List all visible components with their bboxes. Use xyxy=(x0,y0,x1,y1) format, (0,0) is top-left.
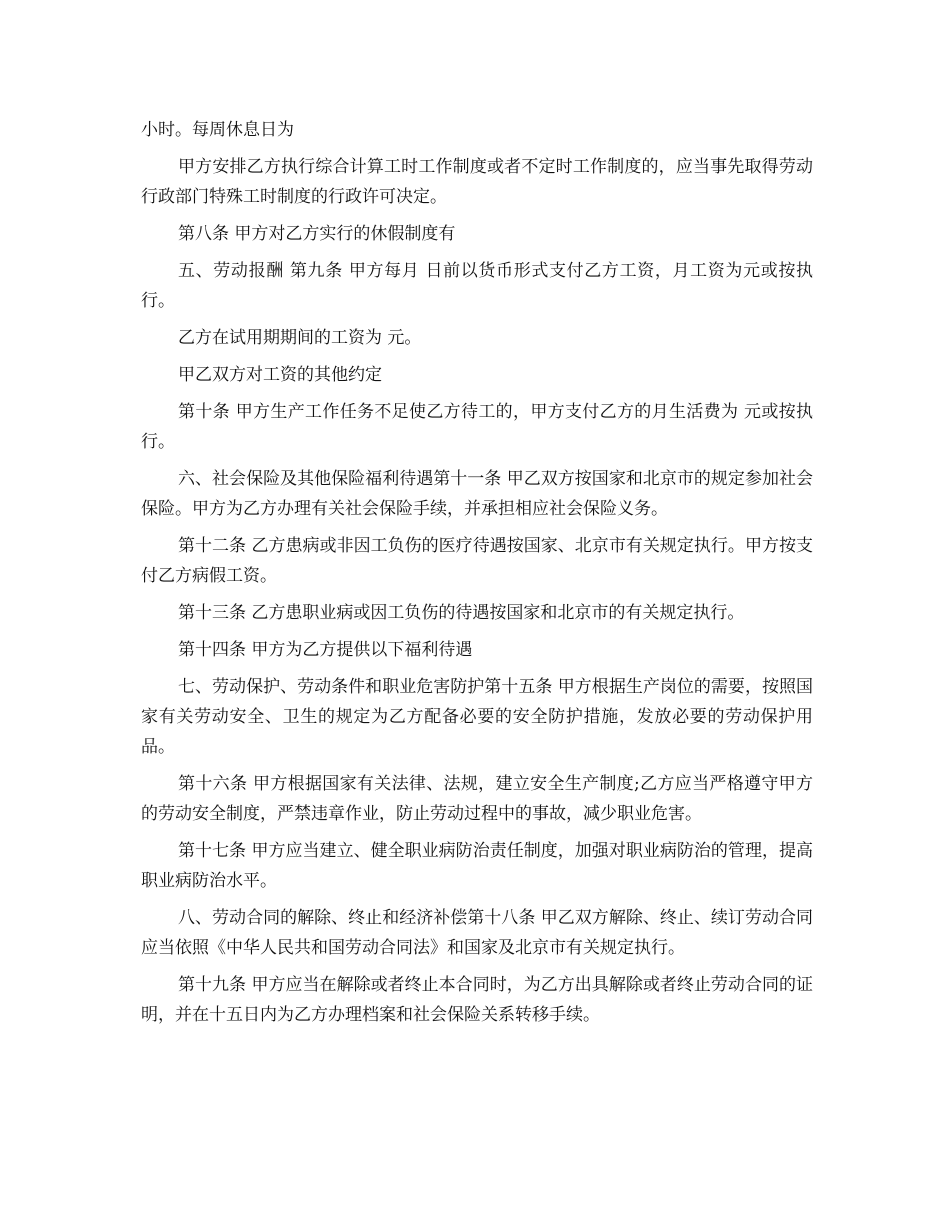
paragraph-article-8: 第八条 甲方对乙方实行的休假制度有 xyxy=(178,224,456,244)
paragraph-article-17: 第十七条 甲方应当建立、健全职业病防治责任制度，加强对职业病防治的管理，提高职业病防治水平。 xyxy=(141,841,813,891)
paragraph-other-wage-terms: 甲乙双方对工资的其他约定 xyxy=(178,365,382,385)
paragraph-flexible-hours: 甲方安排乙方执行综合计算工时工作制度或者不定时工作制度的，应当事先取得劳动行政部门特殊工时制度的行政许可决定。 xyxy=(141,157,813,207)
paragraph-probation-wage: 乙方在试用期期间的工资为 元。 xyxy=(178,328,422,348)
paragraph-article-19: 第十九条 甲方应当在解除或者终止本合同时，为乙方出具解除或者终止劳动合同的证明，并在十五日内为乙方办理档案和社会保险关系转移手续。 xyxy=(141,975,813,1025)
paragraph-article-9: 五、劳动报酬 第九条 甲方每月 日前以货币形式支付乙方工资，月工资为元或按执行。 xyxy=(141,261,813,311)
paragraph-continuation-hours: 小时。每周休息日为 xyxy=(141,120,294,140)
paragraph-article-14: 第十四条 甲方为乙方提供以下福利待遇 xyxy=(178,640,473,660)
document-body xyxy=(141,115,813,1037)
paragraph-article-18: 八、劳动合同的解除、终止和经济补偿第十八条 甲乙双方解除、终止、续订劳动合同应当依照《中华人民共和国劳动合同法》和国家及北京市有关规定执行。 xyxy=(141,908,813,958)
paragraph-article-16: 第十六条 甲方根据国家有关法律、法规，建立安全生产制度;乙方应当严格遵守甲方的劳动安全制度，严禁违章作业，防止劳动过程中的事故，减少职业危害。 xyxy=(141,774,813,824)
paragraph-article-13: 第十三条 乙方患职业病或因工负伤的待遇按国家和北京市的有关规定执行。 xyxy=(178,603,745,623)
paragraph-article-15: 七、劳动保护、劳动条件和职业危害防护第十五条 甲方根据生产岗位的需要，按照国家有关劳动安全、卫生的规定为乙方配备必要的安全防护措施，发放必要的劳动保护用品。 xyxy=(141,677,813,757)
paragraph-article-11: 六、社会保险及其他保险福利待遇第十一条 甲乙双方按国家和北京市的规定参加社会保险。甲方为乙方办理有关社会保险手续，并承担相应社会保险义务。 xyxy=(141,469,813,519)
paragraph-article-12: 第十二条 乙方患病或非因工负伤的医疗待遇按国家、北京市有关规定执行。甲方按支付乙方病假工资。 xyxy=(141,536,813,586)
paragraph-article-10: 第十条 甲方生产工作任务不足使乙方待工的，甲方支付乙方的月生活费为 元或按执行。 xyxy=(141,402,813,452)
